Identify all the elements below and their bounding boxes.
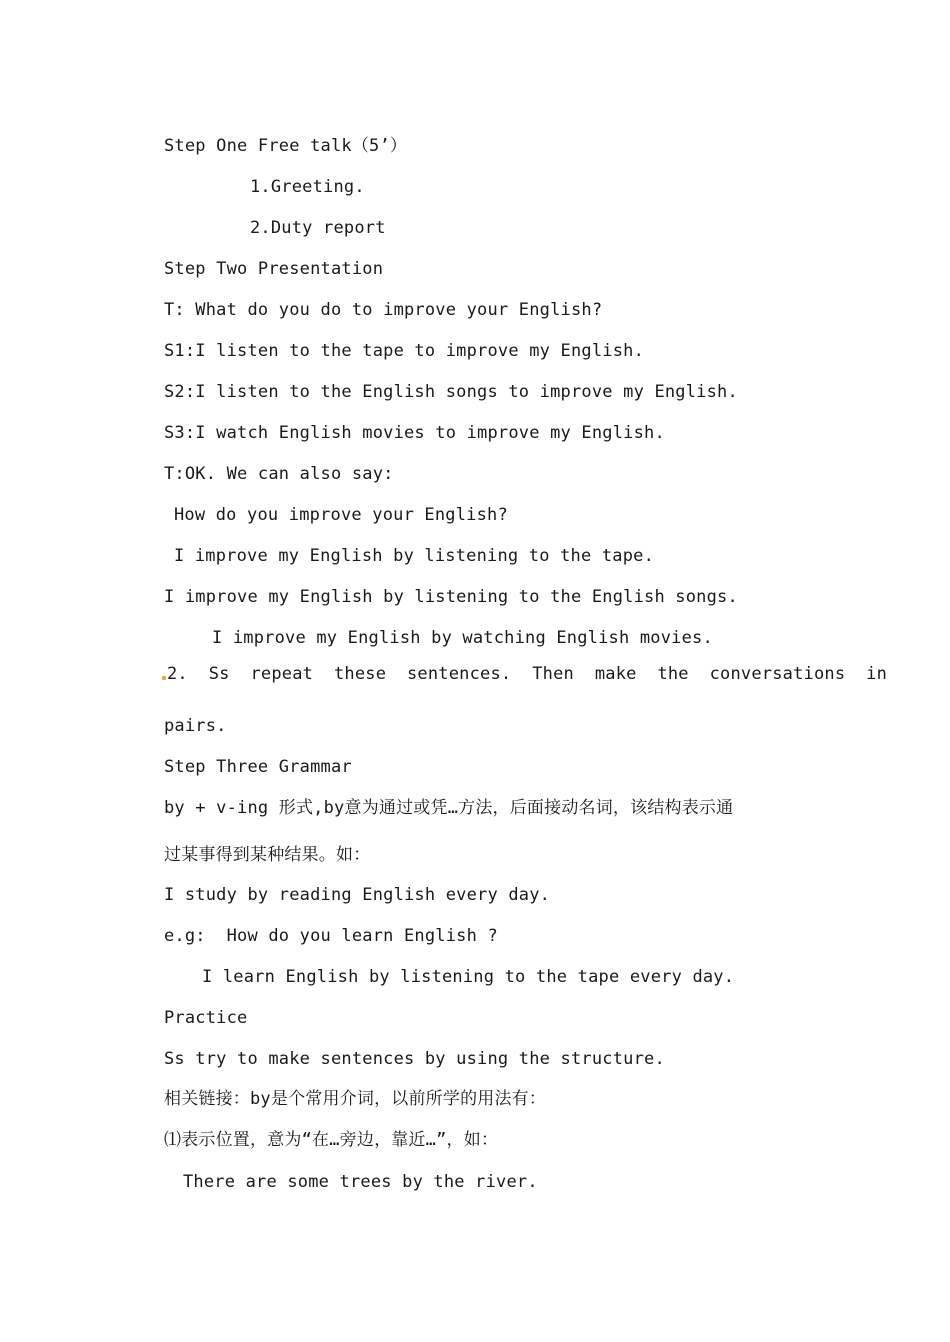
- dialogue-line: T:OK. We can also say:: [164, 464, 394, 484]
- grammar-explanation: by + v-ing 形式,by意为通过或凭…方法，后面接动名词，该结构表示通: [164, 798, 734, 818]
- practice-heading: Practice: [164, 1008, 248, 1028]
- example-sentence: I study by reading English every day.: [164, 885, 551, 905]
- step-two-heading: Step Two Presentation: [164, 259, 384, 279]
- anchor-marker-icon: [162, 676, 166, 680]
- example-sentence: I improve my English by watching English movies.: [212, 628, 713, 648]
- practice-instruction: Ss try to make sentences by using the structure.: [164, 1049, 665, 1069]
- list-item-duty-report: 2.Duty report: [250, 218, 386, 238]
- usage-point: ⑴表示位置，意为“在…旁边，靠近…”，如：: [164, 1130, 499, 1150]
- instruction-line: 2. Ss repeat these sentences. Then make the conversations in: [167, 664, 888, 684]
- step-one-heading: Step One Free talk（5’）: [164, 136, 408, 156]
- example-sentence: e.g: How do you learn English ?: [164, 926, 498, 946]
- instruction-line-continued: pairs.: [164, 716, 227, 736]
- example-sentence: There are some trees by the river.: [183, 1172, 538, 1192]
- example-sentence: I learn English by listening to the tape every day.: [202, 967, 735, 987]
- related-link-line: 相关链接：by是个常用介词，以前所学的用法有：: [164, 1089, 547, 1109]
- grammar-explanation-continued: 过某事得到某种结果。如：: [164, 845, 371, 865]
- list-item-greeting: 1.Greeting.: [250, 177, 365, 197]
- dialogue-line: S2:I listen to the English songs to improve my English.: [164, 382, 738, 402]
- step-three-heading: Step Three Grammar: [164, 757, 352, 777]
- example-sentence: I improve my English by listening to the English songs.: [164, 587, 738, 607]
- dialogue-line: T: What do you do to improve your English?: [164, 300, 603, 320]
- example-sentence: I improve my English by listening to the tape.: [174, 546, 655, 566]
- example-sentence: How do you improve your English?: [174, 505, 508, 525]
- dialogue-line: S3:I watch English movies to improve my English.: [164, 423, 665, 443]
- dialogue-line: S1:I listen to the tape to improve my English.: [164, 341, 645, 361]
